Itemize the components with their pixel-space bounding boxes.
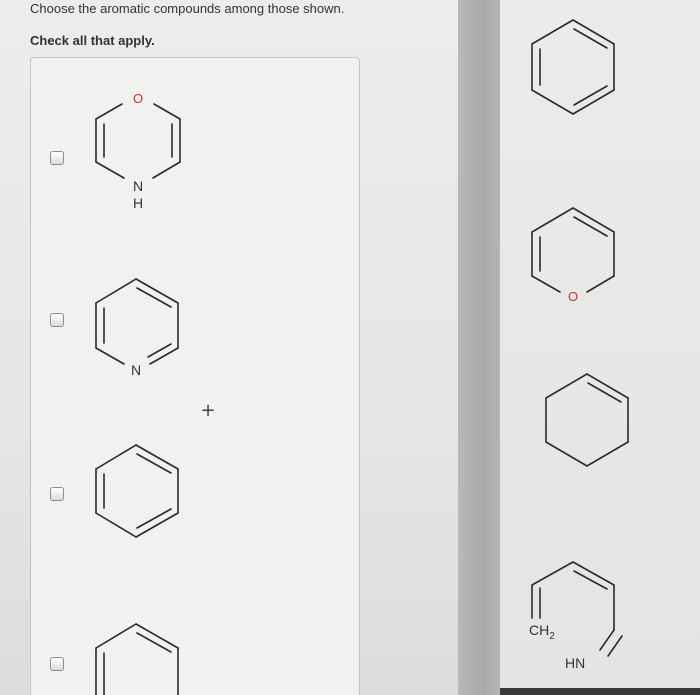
atom-hydrogen-1: H — [132, 195, 144, 211]
structure-benzene — [96, 445, 178, 537]
question-prompt: Choose the aromatic compounds among those shown. — [30, 1, 345, 16]
question-instruction: Check all that apply. — [30, 33, 155, 48]
option-ch2-hn — [529, 562, 622, 671]
structure-pyridine — [96, 279, 178, 378]
option-pyran — [532, 208, 614, 304]
atom-oxygen-1: O — [132, 91, 144, 106]
atom-nitrogen-1: N — [132, 178, 144, 194]
atom-oxygen-right: O — [567, 289, 579, 304]
structure-oxazine — [96, 91, 180, 211]
cursor-crosshair-icon: + — [200, 400, 216, 421]
option-benzene-right — [532, 20, 614, 114]
option-cyclohexene — [546, 374, 628, 466]
structure-partial-ring — [96, 624, 178, 695]
atom-ch2: $CH_2$ — [529, 622, 555, 642]
atom-hn: HN — [565, 655, 586, 671]
atom-nitrogen-2: N — [130, 362, 142, 378]
